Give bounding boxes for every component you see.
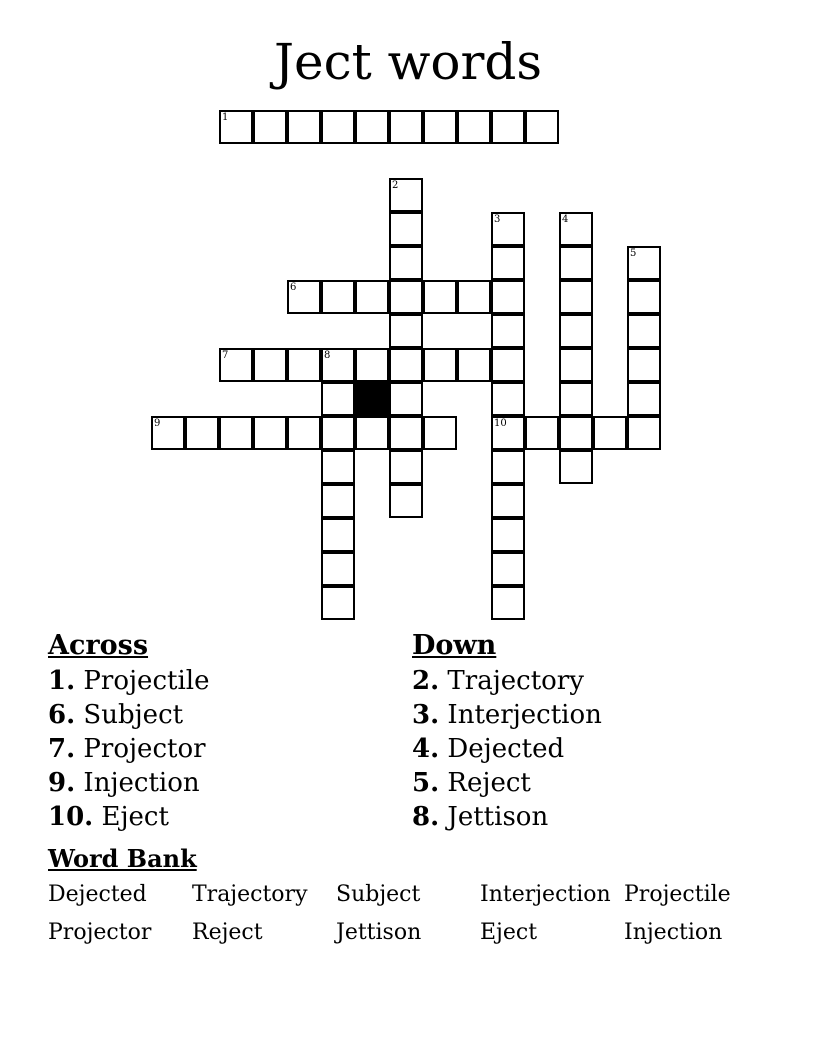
clue-number: 1. bbox=[48, 666, 76, 696]
grid-cell[interactable] bbox=[593, 416, 627, 450]
grid-cell[interactable] bbox=[423, 348, 457, 382]
grid-cell[interactable] bbox=[219, 416, 253, 450]
grid-cell[interactable] bbox=[151, 416, 185, 450]
grid-cell[interactable] bbox=[627, 246, 661, 280]
cell-number: 9 bbox=[154, 418, 161, 429]
grid-cell[interactable] bbox=[389, 280, 423, 314]
grid-cell[interactable] bbox=[559, 246, 593, 280]
grid-cell[interactable] bbox=[219, 348, 253, 382]
grid-cell[interactable] bbox=[355, 280, 389, 314]
cell-number: 4 bbox=[562, 214, 569, 225]
word-bank-item: Injection bbox=[624, 920, 723, 945]
cell-number: 2 bbox=[392, 180, 399, 191]
grid-cell[interactable] bbox=[321, 382, 355, 416]
grid-cell[interactable] bbox=[457, 280, 491, 314]
across-clue bbox=[48, 732, 209, 766]
down-clue bbox=[412, 664, 602, 698]
clue-text: Injection bbox=[83, 768, 200, 798]
page-title: Ject words bbox=[273, 33, 543, 91]
grid-cell[interactable] bbox=[389, 110, 423, 144]
grid-cell[interactable] bbox=[287, 348, 321, 382]
grid-cell[interactable] bbox=[559, 416, 593, 450]
grid-cell[interactable] bbox=[389, 348, 423, 382]
black-square bbox=[355, 382, 389, 416]
down-clue bbox=[412, 800, 602, 834]
cell-number: 5 bbox=[630, 248, 637, 259]
down-clue bbox=[412, 766, 602, 800]
cell-number: 10 bbox=[494, 418, 507, 429]
grid-cell[interactable] bbox=[321, 518, 355, 552]
grid-cell[interactable] bbox=[389, 178, 423, 212]
grid-cell[interactable] bbox=[491, 212, 525, 246]
clue-text: Projectile bbox=[83, 666, 210, 696]
clue-number: 7. bbox=[48, 734, 76, 764]
word-bank-item: Projector bbox=[48, 920, 152, 945]
grid-cell[interactable] bbox=[491, 382, 525, 416]
word-bank-heading: Word Bank bbox=[48, 844, 197, 873]
grid-cell[interactable] bbox=[321, 110, 355, 144]
cell-number: 8 bbox=[324, 350, 331, 361]
grid-cell[interactable] bbox=[321, 586, 355, 620]
clue-number: 3. bbox=[412, 700, 440, 730]
clue-text: Interjection bbox=[447, 700, 602, 730]
down-clue bbox=[412, 698, 602, 732]
clue-text: Jettison bbox=[447, 802, 549, 832]
word-bank-item: Jettison bbox=[336, 920, 422, 945]
grid-cell[interactable] bbox=[559, 450, 593, 484]
grid-cell[interactable] bbox=[389, 450, 423, 484]
across-clue bbox=[48, 800, 209, 834]
clue-text: Eject bbox=[101, 802, 169, 832]
word-bank-item: Projectile bbox=[624, 882, 731, 907]
grid-cell[interactable] bbox=[559, 348, 593, 382]
grid-cell[interactable] bbox=[321, 484, 355, 518]
down-heading: Down bbox=[412, 630, 497, 661]
grid-cell[interactable] bbox=[491, 552, 525, 586]
clue-text: Projector bbox=[83, 734, 206, 764]
grid-cell[interactable] bbox=[321, 416, 355, 450]
across-clue bbox=[48, 664, 209, 698]
grid-cell[interactable] bbox=[389, 416, 423, 450]
grid-cell[interactable] bbox=[457, 348, 491, 382]
grid-cell[interactable] bbox=[389, 484, 423, 518]
grid-cell[interactable] bbox=[355, 348, 389, 382]
grid-cell[interactable] bbox=[491, 348, 525, 382]
clue-number: 10. bbox=[48, 802, 94, 832]
grid-cell[interactable] bbox=[355, 416, 389, 450]
word-bank-item: Trajectory bbox=[192, 882, 308, 907]
grid-cell[interactable] bbox=[525, 416, 559, 450]
clue-text: Trajectory bbox=[447, 666, 584, 696]
grid-cell[interactable] bbox=[559, 280, 593, 314]
down-clue bbox=[412, 732, 602, 766]
cell-number: 6 bbox=[290, 282, 297, 293]
grid-cell[interactable] bbox=[491, 450, 525, 484]
cell-number: 7 bbox=[222, 350, 229, 361]
clue-number: 4. bbox=[412, 734, 440, 764]
grid-cell[interactable] bbox=[355, 110, 389, 144]
grid-cell[interactable] bbox=[491, 246, 525, 280]
grid-cell[interactable] bbox=[321, 450, 355, 484]
across-heading: Across bbox=[48, 630, 149, 661]
clue-number: 5. bbox=[412, 768, 440, 798]
grid-cell[interactable] bbox=[491, 416, 525, 450]
grid-cell[interactable] bbox=[287, 416, 321, 450]
cell-number: 1 bbox=[222, 112, 229, 123]
grid-cell[interactable] bbox=[219, 110, 253, 144]
grid-cell[interactable] bbox=[389, 314, 423, 348]
grid-cell[interactable] bbox=[525, 110, 559, 144]
grid-cell[interactable] bbox=[627, 348, 661, 382]
grid-cell[interactable] bbox=[457, 110, 491, 144]
grid-cell[interactable] bbox=[423, 280, 457, 314]
across-clue bbox=[48, 698, 209, 732]
grid-cell[interactable] bbox=[253, 348, 287, 382]
grid-cell[interactable] bbox=[423, 110, 457, 144]
grid-cell[interactable] bbox=[559, 314, 593, 348]
grid-cell[interactable] bbox=[627, 314, 661, 348]
grid-cell[interactable] bbox=[253, 416, 287, 450]
grid-cell[interactable] bbox=[627, 382, 661, 416]
across-clues bbox=[48, 628, 209, 834]
grid-cell[interactable] bbox=[491, 586, 525, 620]
grid-cell[interactable] bbox=[389, 246, 423, 280]
clue-number: 9. bbox=[48, 768, 76, 798]
word-bank-item: Subject bbox=[336, 882, 421, 907]
grid-cell[interactable] bbox=[321, 280, 355, 314]
grid-cell[interactable] bbox=[627, 416, 661, 450]
across-clue bbox=[48, 766, 209, 800]
grid-cell[interactable] bbox=[491, 110, 525, 144]
clue-number: 8. bbox=[412, 802, 440, 832]
clue-text: Subject bbox=[83, 700, 184, 730]
grid-cell[interactable] bbox=[389, 212, 423, 246]
grid-cell[interactable] bbox=[491, 484, 525, 518]
word-bank-item: Interjection bbox=[480, 882, 611, 907]
grid-cell[interactable] bbox=[321, 348, 355, 382]
clue-text: Dejected bbox=[447, 734, 565, 764]
word-bank-item: Reject bbox=[192, 920, 263, 945]
cell-number: 3 bbox=[494, 214, 501, 225]
grid-cell[interactable] bbox=[627, 280, 661, 314]
clue-number: 6. bbox=[48, 700, 76, 730]
grid-cell[interactable] bbox=[559, 212, 593, 246]
grid-cell[interactable] bbox=[559, 382, 593, 416]
down-clues bbox=[412, 628, 602, 834]
grid-cell[interactable] bbox=[287, 110, 321, 144]
clue-number: 2. bbox=[412, 666, 440, 696]
grid-cell[interactable] bbox=[491, 280, 525, 314]
grid-cell[interactable] bbox=[491, 314, 525, 348]
grid-cell[interactable] bbox=[491, 518, 525, 552]
grid-cell[interactable] bbox=[185, 416, 219, 450]
grid-cell[interactable] bbox=[423, 416, 457, 450]
word-bank-item: Dejected bbox=[48, 882, 147, 907]
grid-cell[interactable] bbox=[321, 552, 355, 586]
clue-text: Reject bbox=[447, 768, 531, 798]
grid-cell[interactable] bbox=[389, 382, 423, 416]
grid-cell[interactable] bbox=[287, 280, 321, 314]
grid-cell[interactable] bbox=[253, 110, 287, 144]
word-bank-item: Eject bbox=[480, 920, 538, 945]
